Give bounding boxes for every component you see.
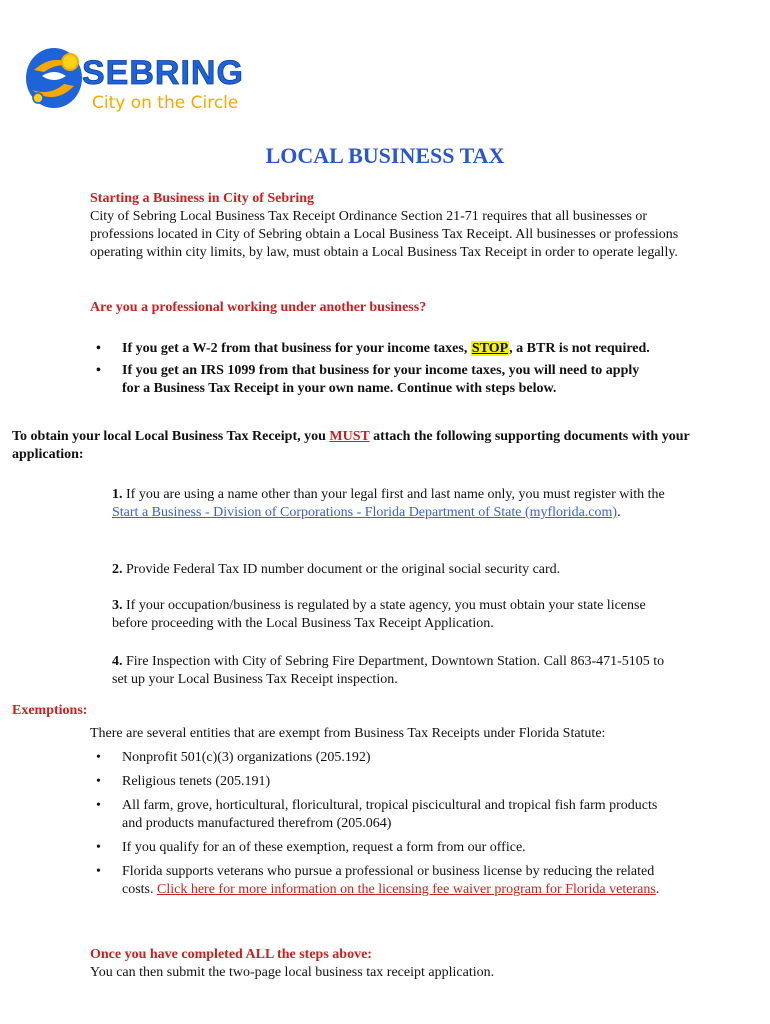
step-text-end: .: [617, 505, 621, 520]
w2-text-end: , a BTR is not required.: [509, 341, 650, 356]
step-4: [112, 653, 672, 689]
w2-text-start: If you get a W-2 from that business for your income taxes,: [122, 341, 471, 356]
list-item: [92, 863, 672, 899]
list-item: • If you qualify for an of these exemption, request a form from our office.: [92, 839, 672, 857]
step-2: [112, 561, 672, 579]
sebring-logo-graphic: [24, 40, 274, 120]
start-business-link[interactable]: Start a Business - Division of Corporations - Florida Department of State (myflorida.com): [112, 505, 618, 520]
exemptions-heading: Exemptions:: [12, 703, 88, 718]
page-title: LOCAL BUSINESS TAX: [265, 143, 505, 168]
final-text: You can then submit the two-page local business tax receipt application.: [90, 965, 495, 980]
step-number: 4.: [112, 654, 123, 669]
sebring-logo: [24, 40, 274, 120]
list-item: • Religious tenets (205.191): [92, 773, 672, 791]
step-text: Provide Federal Tax ID number document or the original social security card.: [122, 562, 561, 577]
logo-wordmark: SEBRING: [82, 54, 244, 92]
step-number: 1.: [112, 487, 123, 502]
step-text: If your occupation/business is regulated by a state agency, you must obtain your state license before proceeding with the Local Business Tax Receipt Application.: [112, 598, 646, 631]
veterans-text: Florida supports veterans who pursue a professional or business license by reducing the related costs.: [122, 864, 655, 897]
list-item: • All farm, grove, horticultural, floricultural, tropical piscicultural and tropical fish farm products and products manufactured therefrom (205.064): [92, 797, 672, 833]
professional-list: [92, 340, 652, 402]
step-1: [112, 486, 672, 522]
intro-text: City of Sebring Local Business Tax Receipt Ordinance Section 21-71 requires that all businesses or professions located in City of Sebring obtain a Local Business Tax Receipt. All businesses or professions operating within city limits, by law, must obtain a Local Business Tax Receipt in order to operate legally.: [90, 209, 679, 260]
step-text: Fire Inspection with City of Sebring Fire Department, Downtown Station. Call 863-471-5105 to set up your Local Business Tax Receipt inspection.: [112, 654, 665, 687]
step-number: 3.: [112, 598, 123, 613]
veterans-text-end: .: [655, 882, 660, 897]
obtain-instructions: [12, 428, 762, 464]
veterans-waiver-link[interactable]: Click here for more information on the licensing fee waiver program for Florida veterans: [157, 882, 656, 897]
irs1099-text: If you get an IRS 1099 from that business for your income taxes, you will need to apply for a Business Tax Receipt in your own name. Continue with steps below.: [122, 363, 640, 396]
step-text: If you are using a name other than your legal first and last name only, you must register with the: [122, 487, 665, 502]
final-heading: Once you have completed ALL the steps above:: [90, 947, 372, 962]
professional-heading: Are you a professional working under another business?: [90, 300, 427, 315]
obtain-text-end: attach the following supporting documents with your application:: [12, 429, 690, 462]
obtain-text-start: To obtain your local Local Business Tax Receipt, you: [12, 429, 330, 444]
exemptions-list: [92, 749, 672, 905]
intro-section: [90, 190, 690, 262]
intro-heading: Starting a Business in City of Sebring: [90, 191, 315, 206]
step-number: 2.: [112, 562, 123, 577]
stop-highlight: STOP: [471, 341, 509, 356]
step-3: [112, 597, 672, 633]
list-item: [92, 362, 652, 398]
exemptions-intro: There are several entities that are exempt from Business Tax Receipts under Florida Statute:: [90, 726, 606, 741]
must-emphasis: MUST: [329, 429, 370, 444]
list-item: • Nonprofit 501(c)(3) organizations (205.192): [92, 749, 672, 767]
logo-tagline: City on the Circle: [92, 93, 239, 113]
list-item: [92, 340, 652, 358]
